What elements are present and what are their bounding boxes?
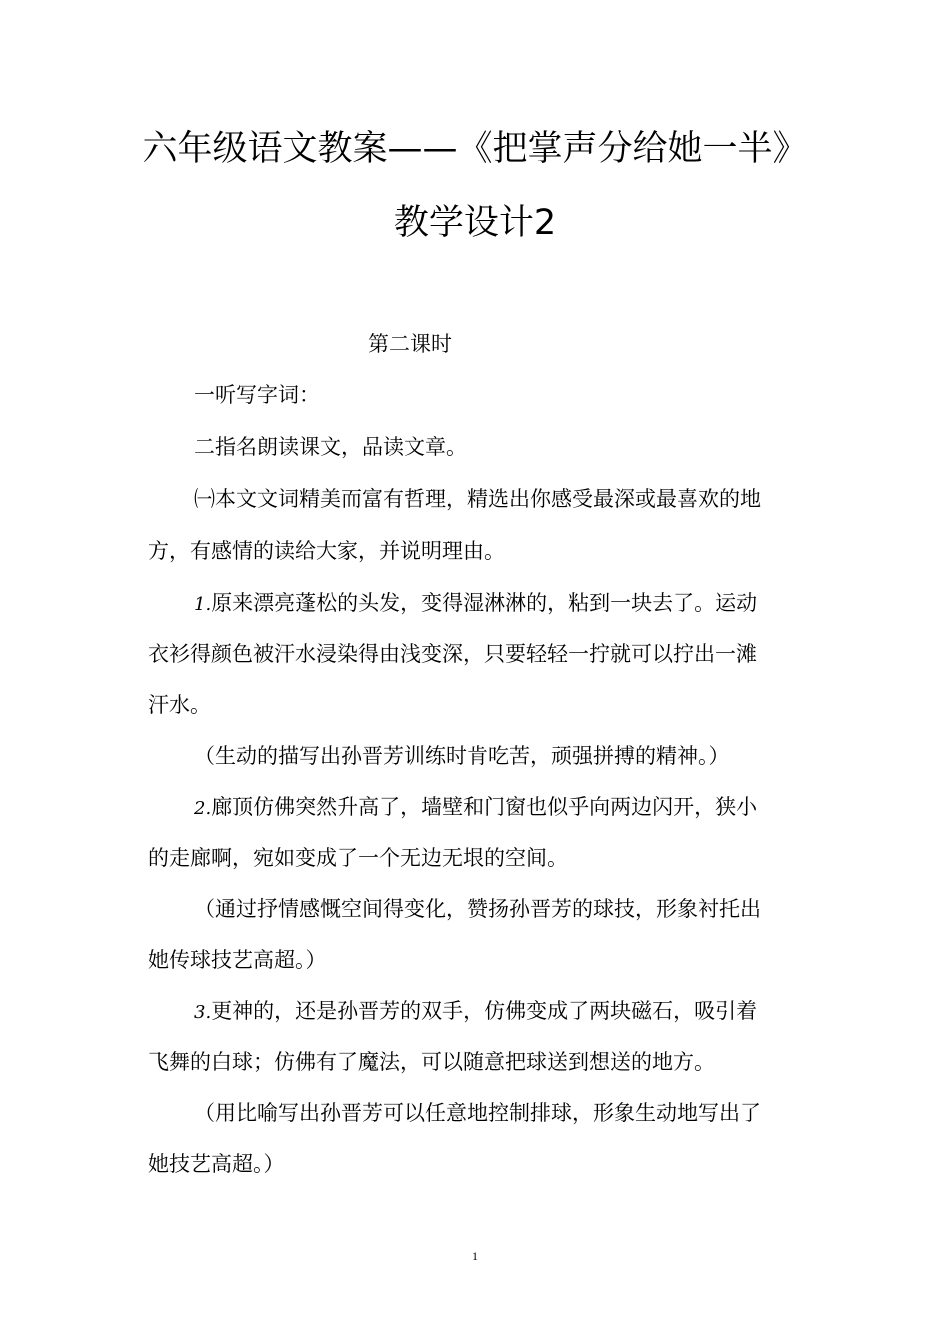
section-dictation: 一听写字词：: [194, 383, 320, 407]
lesson-subtitle: 第二课时: [368, 332, 452, 356]
item-2-text: 廊顶仿佛突然升高了，墙壁和门窗也似乎向两边闪开，狭小: [211, 795, 758, 819]
document-title-line-1: 六年级语文教案——《把掌声分给她一半》: [142, 129, 808, 169]
item-3-number: 3.: [194, 1002, 212, 1023]
section-task-line-2: 方，有感情的读给大家，并说明理由。: [148, 539, 505, 563]
comment-3-line-2: 她技艺高超。）: [148, 1152, 285, 1176]
item-2-number: 2.: [194, 798, 212, 819]
item-2-line-1: [194, 794, 854, 822]
page-number: 1: [472, 1249, 478, 1263]
item-2-line-2: 的走廊啊，宛如变成了一个无边无垠的空间。: [148, 846, 568, 870]
item-1-number: 1.: [194, 594, 212, 615]
comment-2-line-2: 她传球技艺高超。）: [148, 948, 327, 972]
item-1-line-2: 衣衫得颜色被汗水浸染得由浅变深，只要轻轻一拧就可以拧出一滩: [148, 642, 757, 666]
comment-3-line-1: （用比喻写出孙晋芳可以任意地控制排球，形象生动地写出了: [194, 1101, 761, 1125]
item-3-text: 更神的，还是孙晋芳的双手，仿佛变成了两块磁石，吸引着: [211, 999, 758, 1023]
item-1-text: 原来漂亮蓬松的头发，变得湿淋淋的，粘到一块去了。运动: [211, 591, 758, 615]
comment-2-line-1: （通过抒情感慨空间得变化，赞扬孙晋芳的球技，形象衬托出: [194, 897, 761, 921]
comment-1: （生动的描写出孙晋芳训练时肯吃苦，顽强拼搏的精神。）: [194, 744, 730, 768]
document-title-line-2: 教学设计2: [393, 203, 557, 243]
section-reading: 二指名朗读课文，品读文章。: [194, 435, 467, 459]
section-task-line-1: ㈠本文文词精美而富有哲理，精选出你感受最深或最喜欢的地: [194, 487, 761, 511]
item-1-line-3: 汗水。: [148, 693, 211, 717]
item-1-line-1: [194, 590, 854, 618]
item-3-line-2: 飞舞的白球；仿佛有了魔法，可以随意把球送到想送的地方。: [148, 1050, 715, 1074]
item-3-line-1: [194, 998, 854, 1026]
